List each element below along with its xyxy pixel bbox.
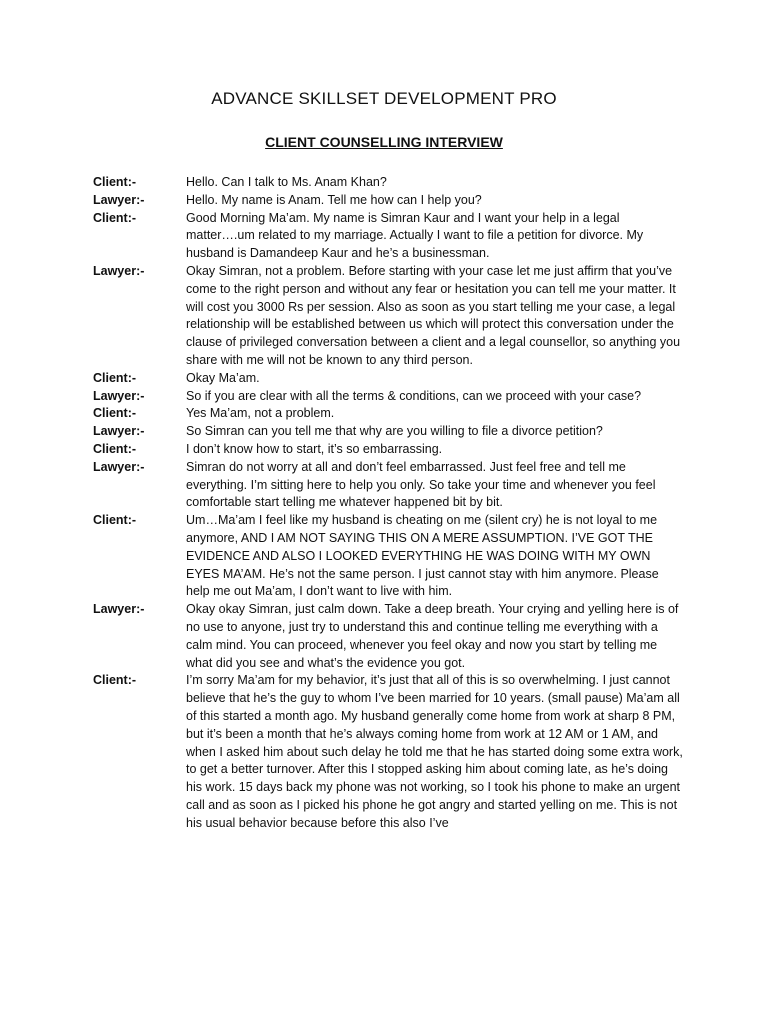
utterance-text: I’m sorry Ma’am for my behavior, it’s just that all of this is so overwhelming. I just cannot believe that he’s the guy to whom I’ve been married for 10 years. (small pause) Ma’am all of this started a month ago. My husband generally come home from work at sharp 8 PM, but it’s been a month that he’s always coming home from work at 12 AM or 1 AM, and when I asked him about such delay he told me that he has started doing some extra work, to get a better turnover. After this I stopped asking him about coming late, as he’s doing his work. 15 days back my phone was not working, so I took his phone to make an urgent call and as soon as I picked his phone he got angry and started yelling on me. This is not his usual behavior because before this also I’ve (186, 673, 683, 830)
document-title: ADVANCE SKILLSET DEVELOPMENT PRO (211, 89, 557, 108)
utterance-text: So Simran can you tell me that why are you willing to file a divorce petition? (186, 424, 603, 439)
speaker-label: Lawyer:- (93, 459, 145, 474)
dialogue-turn (93, 174, 683, 192)
speaker-label: Lawyer:- (93, 388, 145, 403)
speaker-label: Lawyer:- (93, 602, 145, 617)
dialogue-turn (93, 192, 683, 210)
speaker-label: Lawyer:- (93, 424, 145, 439)
speaker-label: Client:- (93, 175, 137, 189)
utterance-text: Hello. My name is Anam. Tell me how can I help you? (186, 192, 482, 207)
utterance-text: Hello. Can I talk to Ms. Anam Khan? (186, 175, 387, 189)
dialogue-turn (93, 672, 683, 832)
dialogue-turn (93, 512, 683, 601)
utterance-text: Yes Ma’am, not a problem. (186, 406, 335, 421)
speaker-label: Client:- (93, 370, 137, 385)
utterance-text: Good Morning Ma’am. My name is Simran Kaur and I want your help in a legal matter….um related to my marriage. Actually I want to file a petition for divorce. My husband is Damandeep Kaur and he’s a businessman. (186, 210, 644, 261)
dialogue-turn (93, 405, 683, 423)
utterance-text: Simran do not worry at all and don’t feel embarrassed. Just feel free and tell me everything. I’m sitting here to help you only. So take your time and whenever you feel comfortable start telling me whatever happened bit by bit. (186, 459, 656, 510)
utterance-text: Okay Simran, not a problem. Before starting with your case let me just affirm that you’ve come to the right person and without any fear or hesitation you can tell me your matter. It will cost you 3000 Rs per session. Also as soon as you start telling me your case, a legal relationship will be established between us which will protect this conversation under the clause of privileged conversation between a client and a legal counsellor, so anything you share with me will not be known to any third person. (186, 263, 681, 367)
dialogue-turn (93, 441, 683, 459)
utterance-text: Okay Ma’am. (186, 370, 260, 385)
speaker-label: Client:- (93, 406, 137, 421)
dialogue-turn (93, 263, 683, 370)
utterance-text: So if you are clear with all the terms & conditions, can we proceed with your case? (186, 388, 642, 403)
utterance-text: I don’t know how to start, it’s so embarrassing. (186, 441, 443, 456)
dialogue-turn (93, 423, 683, 441)
speaker-label: Lawyer:- (93, 192, 145, 207)
utterance-text: Okay okay Simran, just calm down. Take a deep breath. Your crying and yelling here is of no use to anyone, just try to understand this and continue telling me everything with a calm mind. You can proceed, whenever you feel okay and now you start by telling me what did you see and what’s the evidence you got. (186, 602, 679, 670)
speaker-label: Client:- (93, 441, 137, 456)
dialogue-turn (93, 370, 683, 388)
speaker-label: Lawyer:- (93, 263, 145, 278)
dialogue-transcript (93, 174, 683, 832)
speaker-label: Client:- (93, 673, 137, 688)
dialogue-turn (93, 459, 683, 512)
dialogue-turn (93, 601, 683, 672)
utterance-text: Um…Ma’am I feel like my husband is cheating on me (silent cry) he is not loyal to me anymore, AND I AM NOT SAYING THIS ON A MERE ASSUMPTION. I’VE GOT THE EVIDENCE AND ALSO I LOOKED EVERYTHING HE WAS DOING WITH MY OWN EYES MA’AM. He’s not the same person. I just cannot stay with him anymore. Please help me out Ma’am, I don’t want to live with him. (186, 513, 659, 599)
speaker-label: Client:- (93, 513, 137, 528)
dialogue-turn (93, 210, 683, 263)
document-subtitle: CLIENT COUNSELLING INTERVIEW (265, 134, 503, 150)
speaker-label: Client:- (93, 210, 137, 225)
dialogue-turn (93, 388, 683, 406)
